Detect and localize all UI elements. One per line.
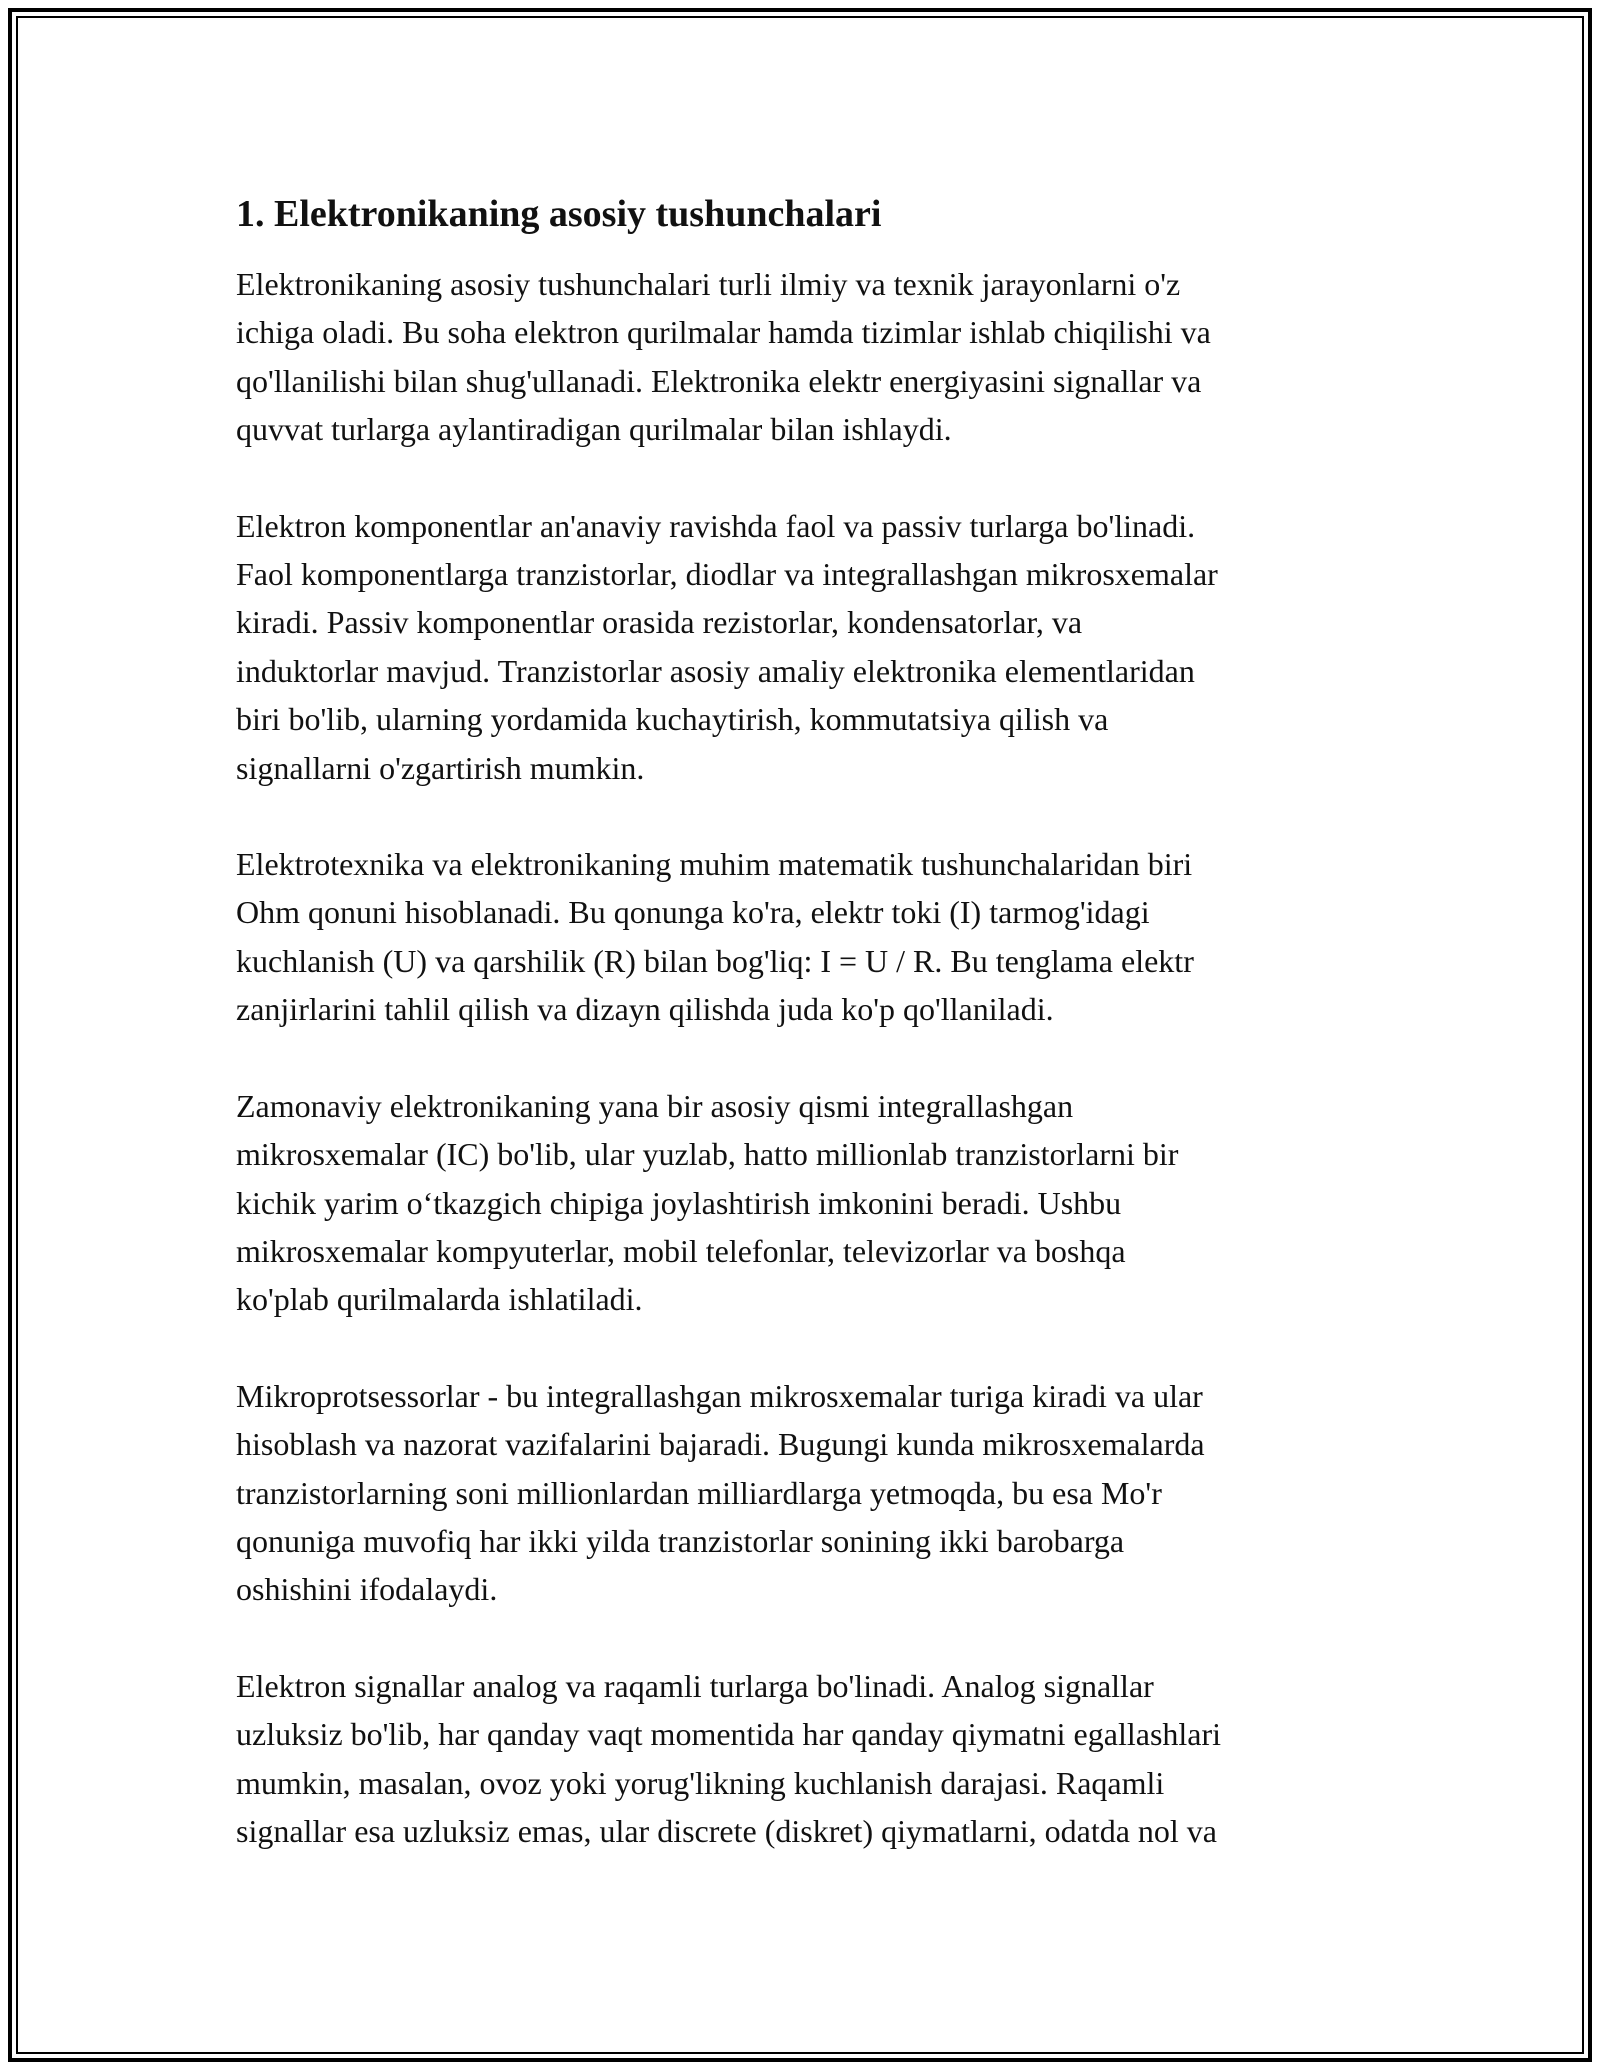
document-body xyxy=(236,186,1366,1903)
text-line: oshishini ifodalaydi. xyxy=(236,1571,498,1608)
text-line: tranzistorlarning soni millionlardan milliardlarga yetmoqda, bu esa Mo'r xyxy=(236,1474,1162,1511)
text-line: Elektronikaning asosiy tushunchalari turli ilmiy va texnik jarayonlarni o'z xyxy=(236,266,1181,302)
text-line: biri bo'lib, ularning yordamida kuchaytirish, kommutatsiya qilish va xyxy=(236,701,1109,738)
text-line: quvvat turlarga aylantiradigan qurilmalar bilan ishlaydi. xyxy=(236,411,952,448)
text-line: uzluksiz bo'lib, har qanday vaqt momentida har qanday qiymatni egallashlari xyxy=(236,1716,1222,1753)
paragraph-signals xyxy=(236,1662,1366,1856)
paragraph-integrated-circuits xyxy=(236,1082,1366,1324)
text-line: qonuniga muvofiq har ikki yilda tranzistorlar sonining ikki barobarga xyxy=(236,1522,1125,1559)
paragraph-microprocessors xyxy=(236,1372,1366,1614)
text-line: Zamonaviy elektronikaning yana bir asosiy qismi integrallashgan xyxy=(236,1087,1074,1124)
text-line: Elektron komponentlar an'anaviy ravishda faol va passiv turlarga bo'linadi. xyxy=(236,507,1196,544)
text-line: mumkin, masalan, ovoz yoki yorug'likning kuchlanish darajasi. Raqamli xyxy=(236,1764,1165,1801)
text-line: kiradi. Passiv komponentlar orasida rezistorlar, kondensatorlar, va xyxy=(236,604,1083,641)
text-line: signallarni o'zgartirish mumkin. xyxy=(236,749,645,786)
text-line: kichik yarim o‘tkazgich chipiga joylashtirish imkonini beradi. Ushbu xyxy=(236,1184,1122,1221)
text-line: induktorlar mavjud. Tranzistorlar asosiy amaliy elektronika elementlaridan xyxy=(236,652,1195,689)
text-line: Ohm qonuni hisoblanadi. Bu qonunga ko'ra, elektr toki (I) tarmog'idagi xyxy=(236,894,1150,931)
text-line: Elektrotexnika va elektronikaning muhim matematik tushunchalaridan biri xyxy=(236,846,1193,883)
text-line: ichiga oladi. Bu soha elektron qurilmalar hamda tizimlar ishlab chiqilishi va xyxy=(236,314,1211,351)
paragraph-components xyxy=(236,502,1366,792)
text-line: qo'llanilishi bilan shug'ullanadi. Elektronika elektr energiyasini signallar va xyxy=(236,362,1202,399)
text-line: kuchlanish (U) va qarshilik (R) bilan bog'liq: I = U / R. Bu tenglama elektr xyxy=(236,942,1194,979)
paragraph-ohm-law xyxy=(236,840,1366,1034)
section-heading: 1. Elektronikaning asosiy tushunchalari xyxy=(236,193,882,235)
text-line: Elektron signallar analog va raqamli turlarga bo'linadi. Analog signallar xyxy=(236,1667,1154,1704)
text-line: Mikroprotsessorlar - bu integrallashgan mikrosxemalar turiga kiradi va ular xyxy=(236,1377,1203,1414)
text-line: signallar esa uzluksiz emas, ular discrete (diskret) qiymatlarni, odatda nol va xyxy=(236,1812,1217,1849)
text-line: hisoblash va nazorat vazifalarini bajaradi. Bugungi kunda mikrosxemalarda xyxy=(236,1426,1205,1463)
text-line: mikrosxemalar (IC) bo'lib, ular yuzlab, hatto millionlab tranzistorlarni bir xyxy=(236,1136,1179,1173)
text-line: zanjirlarini tahlil qilish va dizayn qilishda juda ko'p qo'llaniladi. xyxy=(236,991,1054,1028)
text-line: mikrosxemalar kompyuterlar, mobil telefonlar, televizorlar va boshqa xyxy=(236,1232,1126,1269)
text-line: ko'plab qurilmalarda ishlatiladi. xyxy=(236,1281,643,1318)
text-line: Faol komponentlarga tranzistorlar, diodlar va integrallashgan mikrosxemalar xyxy=(236,556,1218,593)
paragraph-intro xyxy=(236,260,1366,454)
